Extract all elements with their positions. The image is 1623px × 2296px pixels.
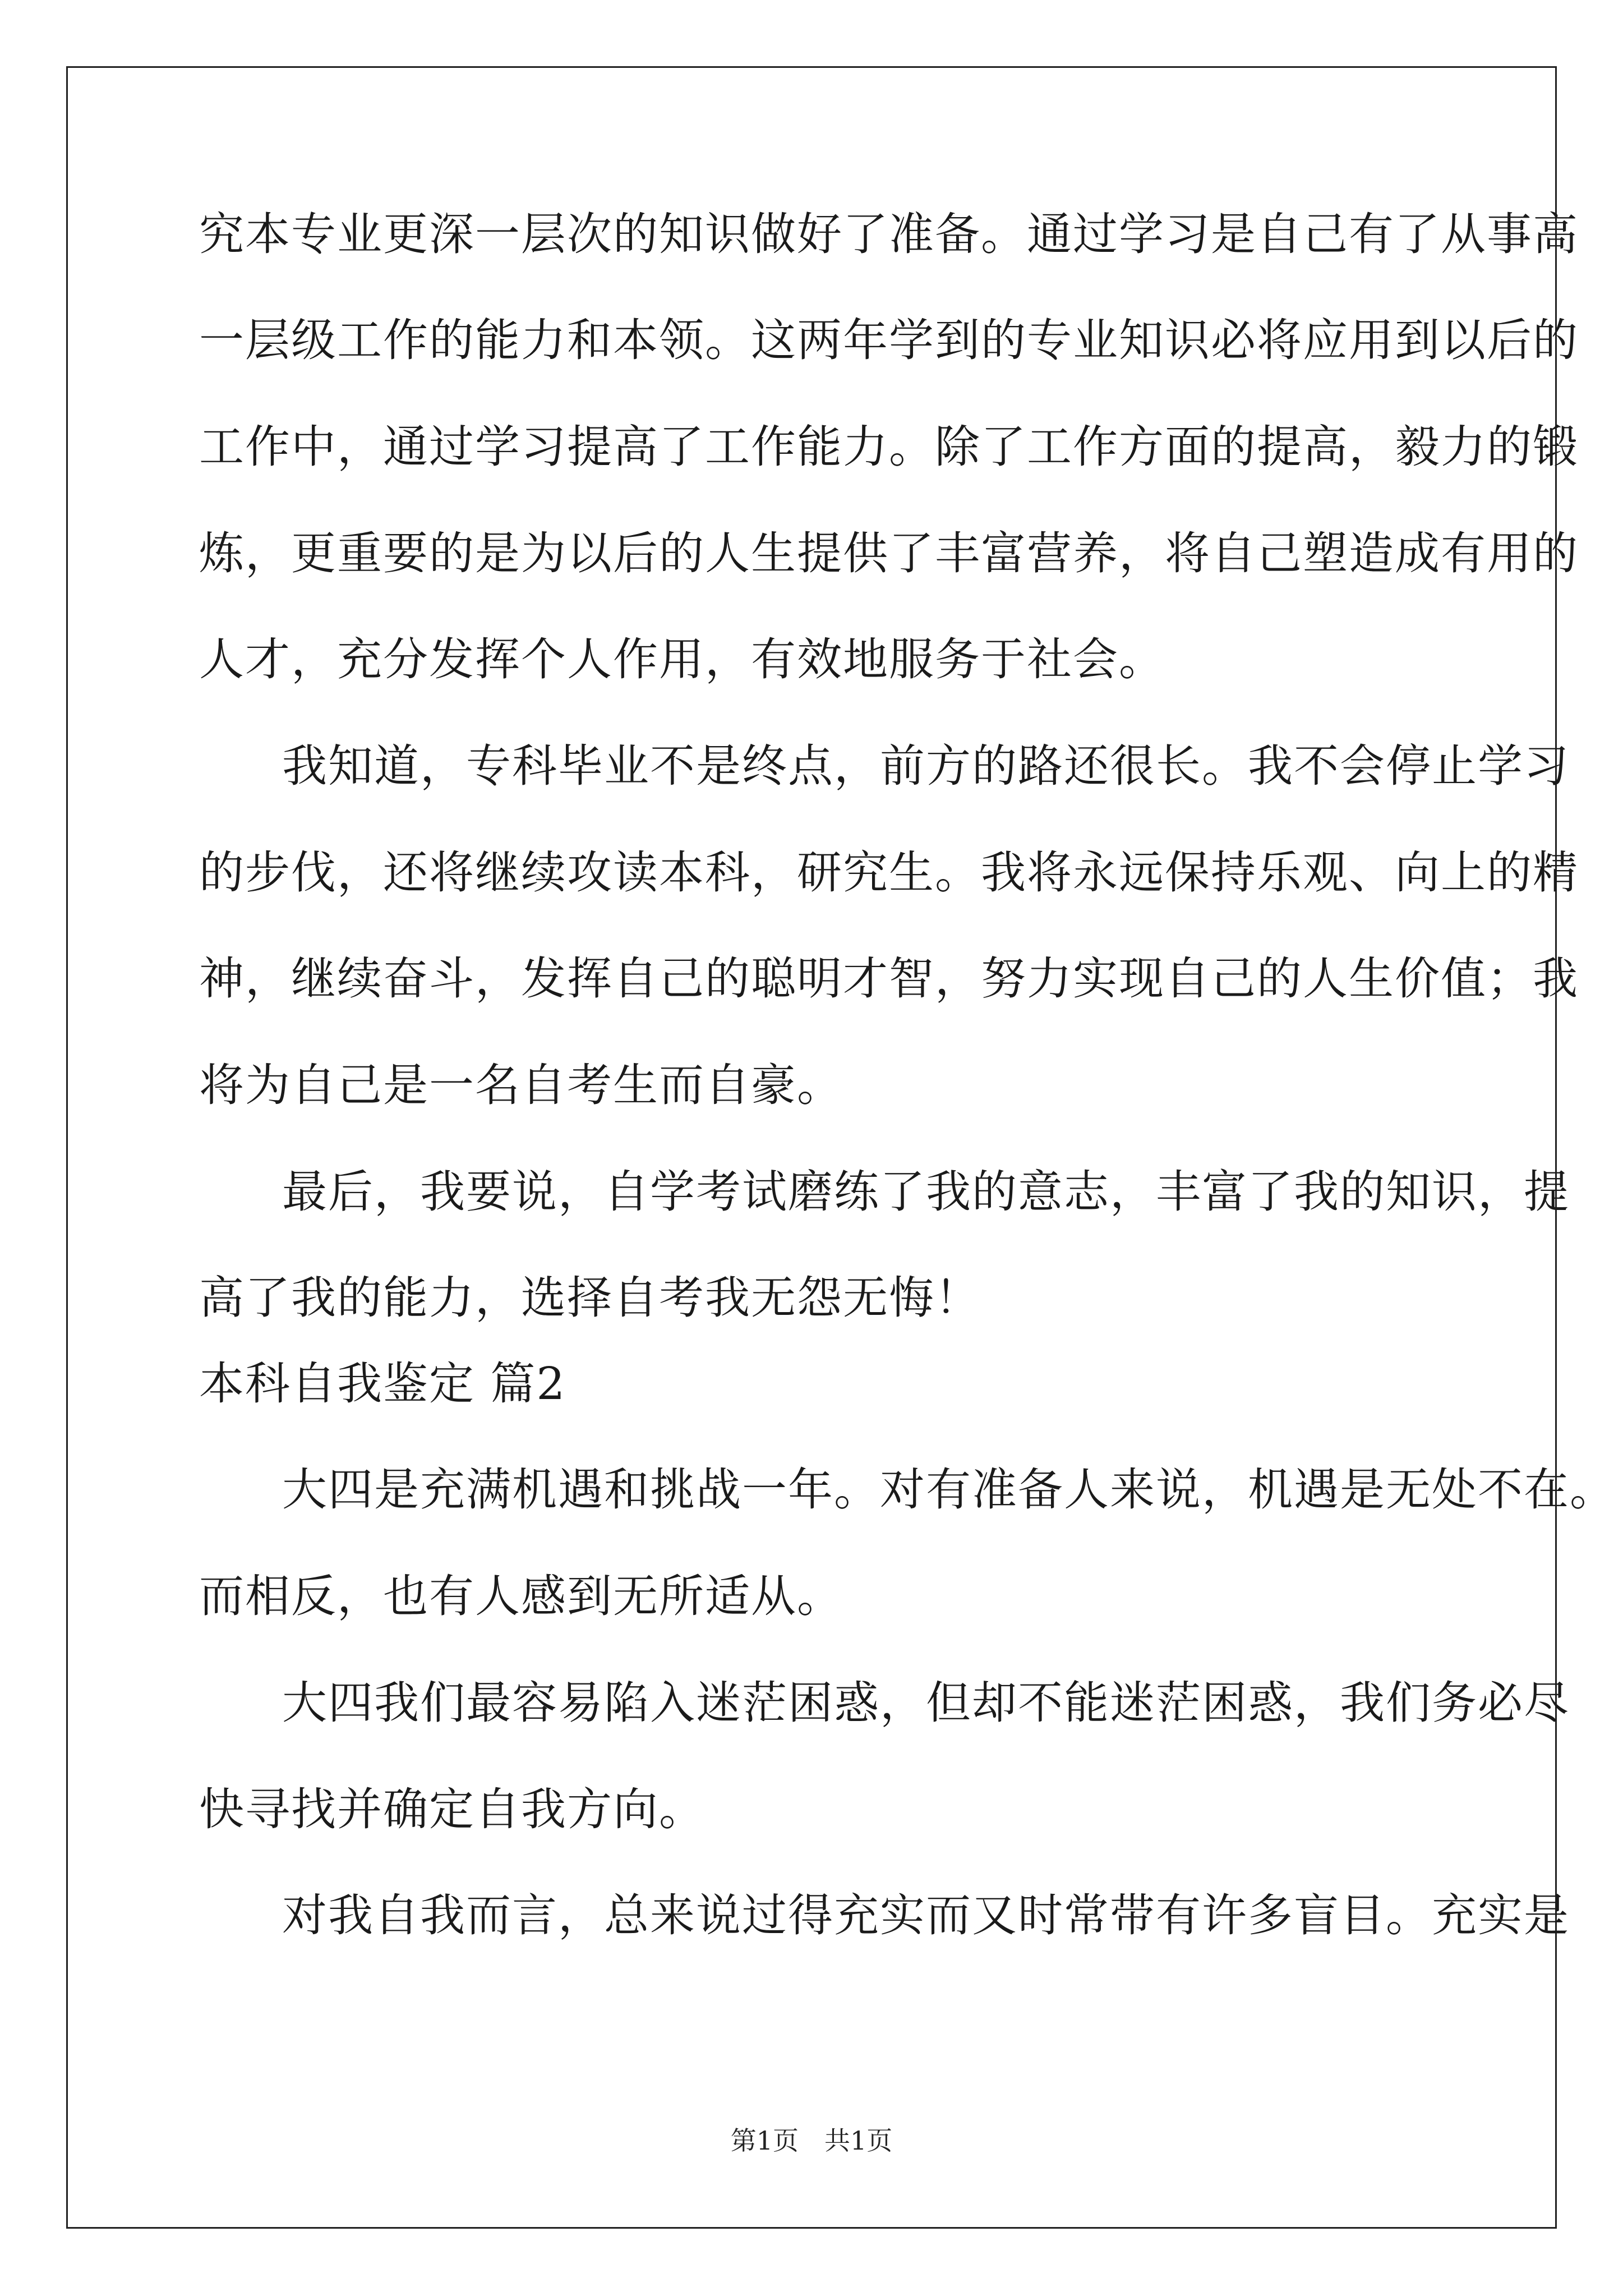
body-line-17: 对我自我而言，总来说过得充实而又时常带有许多盲目。充实是 (282, 1889, 1570, 1941)
body-line-5: 人才，充分发挥个人作用，有效地服务于社会。 (199, 633, 1165, 685)
body-line-7: 的步伐，还将继续攻读本科，研究生。我将永远保持乐观、向上的精 (199, 846, 1579, 899)
body-line-8: 神，继续奋斗，发挥自己的聪明才智，努力实现自己的人生价值；我 (199, 953, 1579, 1005)
body-line-13: 大四是充满机遇和挑战一年。对有准备人来说，机遇是无处不在。 (282, 1464, 1616, 1516)
page-number-footer: 第1页 共1页 (730, 2125, 893, 2156)
body-line-9: 将为自己是一名自考生而自豪。 (199, 1059, 843, 1111)
body-line-6: 我知道，专科毕业不是终点，前方的路还很长。我不会停止学习 (282, 740, 1570, 792)
section-heading: 本科自我鉴定 篇2 (199, 1358, 566, 1410)
body-line-4: 炼，更重要的是为以后的人生提供了丰富营养，将自己塑造成有用的 (199, 527, 1579, 579)
body-line-10: 最后，我要说，自学考试磨练了我的意志，丰富了我的知识，提 (282, 1166, 1570, 1218)
body-line-15: 大四我们最容易陷入迷茫困惑，但却不能迷茫困惑，我们务必尽 (282, 1677, 1570, 1729)
body-line-16: 快寻找并确定自我方向。 (199, 1783, 705, 1835)
body-line-3: 工作中，通过学习提高了工作能力。除了工作方面的提高，毅力的锻 (199, 421, 1579, 473)
body-line-14: 而相反，也有人感到无所适从。 (199, 1570, 843, 1622)
body-line-2: 一层级工作的能力和本领。这两年学到的专业知识必将应用到以后的 (199, 314, 1579, 366)
body-line-1: 究本专业更深一层次的知识做好了准备。通过学习是自己有了从事高 (199, 208, 1579, 260)
body-line-11: 高了我的能力，选择自考我无怨无悔！ (199, 1272, 981, 1324)
